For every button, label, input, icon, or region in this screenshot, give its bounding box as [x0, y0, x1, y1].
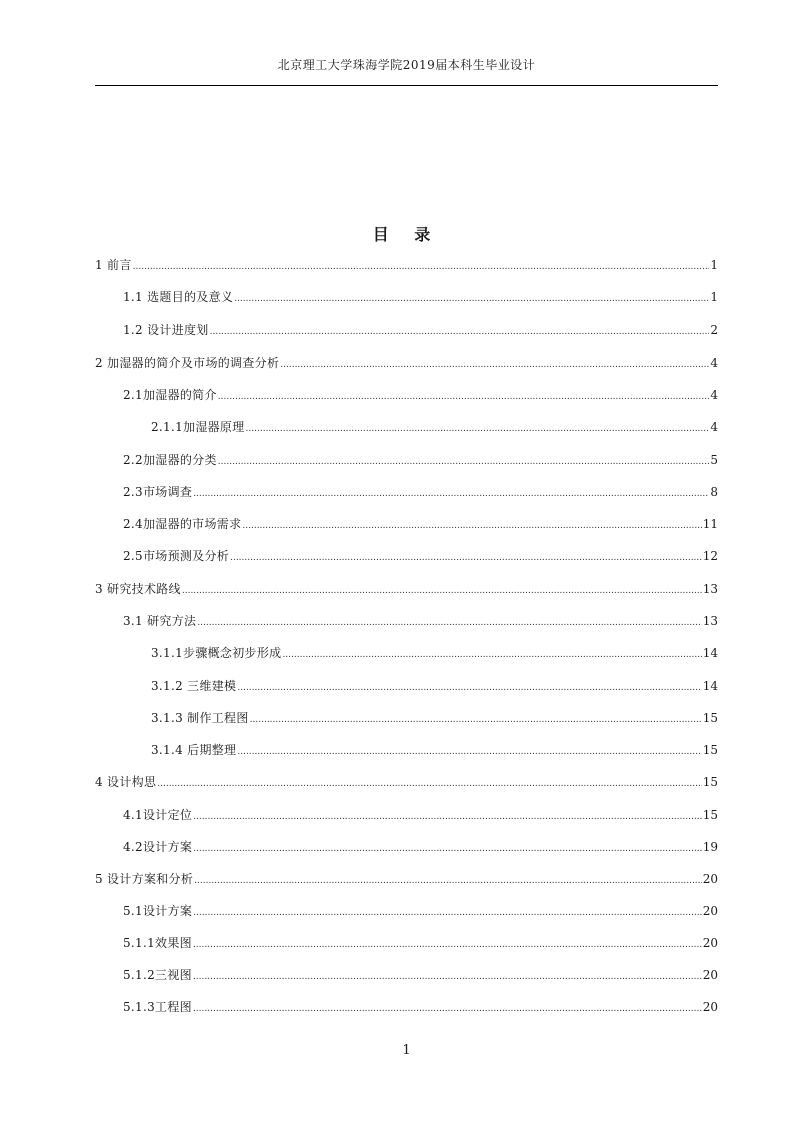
- toc-entry-page: 11: [702, 517, 718, 531]
- toc-entry-1-1[interactable]: [123, 288, 718, 306]
- toc-entry-page: 5: [710, 453, 718, 467]
- toc-entry-label: 3 研究技术路线: [95, 582, 181, 596]
- toc-leader-dots: [193, 968, 702, 986]
- toc-leader-dots: [182, 582, 702, 600]
- toc-entry-4-2[interactable]: [123, 838, 718, 856]
- toc-entry-page: 15: [702, 711, 718, 725]
- page-number: 1: [402, 1043, 411, 1058]
- toc-title: 目 录: [372, 225, 441, 244]
- toc-leader-dots: [193, 808, 702, 826]
- toc-entry-label: 3.1.2 三维建模: [151, 679, 237, 693]
- toc-entry-page: 12: [702, 549, 718, 563]
- toc-entry-page: 20: [702, 1000, 718, 1014]
- toc-entry-label: 5 设计方案和分析: [95, 872, 194, 886]
- toc-entry-label: 2.3市场调查: [123, 485, 193, 499]
- toc-leader-dots: [210, 323, 710, 341]
- toc-entry-page: 4: [710, 356, 718, 370]
- toc-entry-label: 2.1.1加湿器原理: [151, 420, 245, 434]
- toc-entry-label: 2.1加湿器的简介: [123, 388, 217, 402]
- toc-leader-dots: [218, 453, 710, 471]
- toc-entry-page: 13: [702, 614, 718, 628]
- toc-leader-dots: [157, 775, 701, 793]
- toc-entry-2-4[interactable]: [123, 515, 718, 533]
- toc-entry-label: 4.2设计方案: [123, 840, 193, 854]
- toc-leader-dots: [193, 485, 709, 503]
- toc-leader-dots: [246, 420, 710, 438]
- toc-leader-dots: [193, 904, 702, 922]
- toc-entry-label: 1.2 设计进度划: [123, 323, 209, 337]
- toc-entry-page: 19: [702, 840, 718, 854]
- toc-leader-dots: [237, 679, 701, 697]
- toc-entry-page: 14: [702, 679, 718, 693]
- toc-entry-page: 20: [702, 904, 718, 918]
- toc-entry-page: 13: [702, 582, 718, 596]
- toc-leader-dots: [193, 840, 702, 858]
- toc-entry-3[interactable]: [95, 580, 718, 598]
- toc-entry-page: 15: [702, 808, 718, 822]
- toc-entry-label: 5.1设计方案: [123, 904, 193, 918]
- toc-entry-5-1-3[interactable]: [123, 998, 718, 1016]
- toc-leader-dots: [133, 258, 710, 276]
- toc-entry-label: 3.1.4 后期整理: [151, 743, 237, 757]
- toc-leader-dots: [242, 517, 701, 535]
- toc-entry-page: 15: [702, 743, 718, 757]
- toc-entry-2-1-1[interactable]: [151, 418, 718, 436]
- toc-leader-dots: [197, 614, 701, 632]
- toc-entry-label: 1.1 选题目的及意义: [123, 290, 234, 304]
- toc-entry-page: 20: [702, 936, 718, 950]
- toc-entry-5-1-1[interactable]: [123, 934, 718, 952]
- toc-leader-dots: [250, 711, 702, 729]
- toc-entry-page: 20: [702, 872, 718, 886]
- toc-entry-label: 2.5市场预测及分析: [123, 549, 230, 563]
- toc-entry-label: 3.1.3 制作工程图: [151, 711, 249, 725]
- toc-entry-page: 1: [710, 290, 718, 304]
- toc-entry-5-1[interactable]: [123, 902, 718, 920]
- toc-entry-2-1[interactable]: [123, 386, 718, 404]
- toc-entry-page: 20: [702, 968, 718, 982]
- toc-entry-page: 14: [702, 646, 718, 660]
- toc-entry-label: 5.1.2三视图: [123, 968, 192, 982]
- toc-leader-dots: [218, 388, 710, 406]
- toc-entry-4[interactable]: [95, 773, 718, 791]
- toc-entry-3-1-3[interactable]: [151, 709, 718, 727]
- toc-entry-page: 8: [710, 485, 718, 499]
- toc-leader-dots: [234, 290, 709, 308]
- toc-entry-page: 2: [710, 323, 718, 337]
- toc-leader-dots: [193, 1000, 702, 1018]
- toc-leader-dots: [194, 872, 702, 890]
- toc-entry-label: 3.1.1步骤概念初步形成: [151, 646, 282, 660]
- toc-entry-label: 3.1 研究方法: [123, 614, 197, 628]
- toc-leader-dots: [282, 646, 701, 664]
- toc-entry-label: 4.1设计定位: [123, 808, 193, 822]
- toc-entry-3-1-1[interactable]: [151, 644, 718, 662]
- toc-entry-5[interactable]: [95, 870, 718, 888]
- toc-entry-label: 4 设计构思: [95, 775, 157, 789]
- toc-entry-label: 1 前言: [95, 258, 132, 272]
- toc-entry-2[interactable]: [95, 354, 718, 372]
- toc-entry-2-2[interactable]: [123, 451, 718, 469]
- toc-entry-1[interactable]: [95, 256, 718, 274]
- toc-entry-3-1-2[interactable]: [151, 677, 718, 695]
- toc-entry-label: 2 加湿器的简介及市场的调查分析: [95, 356, 280, 370]
- header-divider: [95, 85, 718, 86]
- toc-entry-page: 4: [710, 388, 718, 402]
- toc-entry-3-1[interactable]: [123, 612, 718, 630]
- toc-entry-2-3[interactable]: [123, 483, 718, 501]
- toc-leader-dots: [193, 936, 702, 954]
- toc-entry-4-1[interactable]: [123, 806, 718, 824]
- toc-entry-3-1-4[interactable]: [151, 741, 718, 759]
- toc-entry-page: 1: [710, 258, 718, 272]
- toc-entry-label: 2.2加湿器的分类: [123, 453, 217, 467]
- toc-entry-1-2[interactable]: [123, 321, 718, 339]
- toc-entry-page: 15: [702, 775, 718, 789]
- toc-entry-2-5[interactable]: [123, 547, 718, 565]
- toc-entry-label: 5.1.1效果图: [123, 936, 192, 950]
- toc-entry-page: 4: [710, 420, 718, 434]
- toc-entry-label: 2.4加湿器的市场需求: [123, 517, 242, 531]
- toc-leader-dots: [280, 356, 709, 374]
- page-header: 北京理工大学珠海学院2019届本科生毕业设计: [277, 58, 536, 72]
- toc-leader-dots: [237, 743, 701, 761]
- toc-entry-5-1-2[interactable]: [123, 966, 718, 984]
- toc-leader-dots: [230, 549, 702, 567]
- toc-entry-label: 5.1.3工程图: [123, 1000, 192, 1014]
